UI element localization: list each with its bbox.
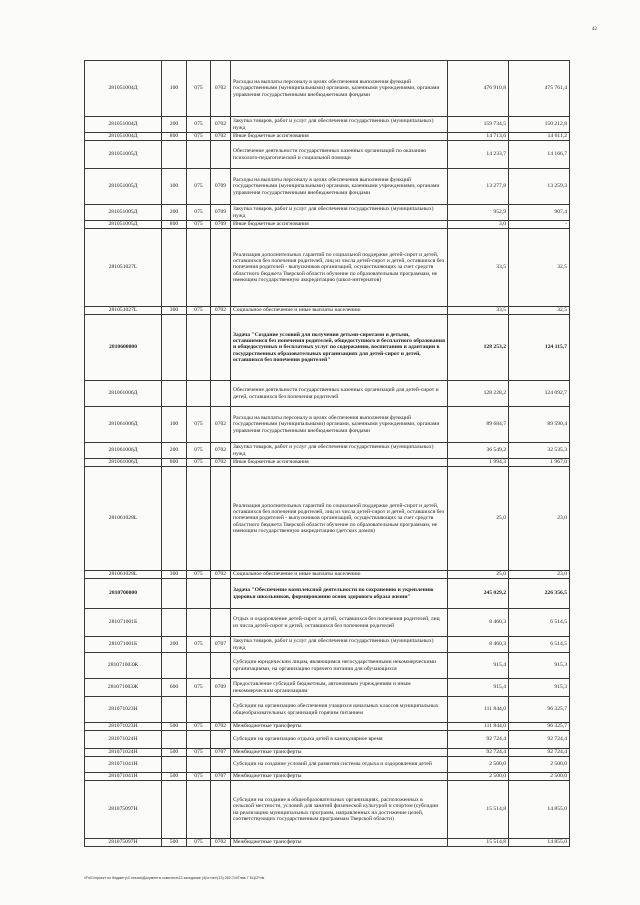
- row-planned: 15 514,8: [448, 839, 509, 847]
- row-expense-type: 200: [162, 205, 187, 221]
- row-expense-type: 500: [162, 839, 187, 847]
- row-code: 281061006Д: [85, 459, 162, 467]
- table-row: [85, 653, 570, 679]
- row-expense-type: 800: [162, 133, 187, 141]
- row-planned: 33,5: [448, 229, 509, 307]
- row-code: 281071023Н: [85, 697, 162, 723]
- table-row: [85, 579, 570, 609]
- row-executed: 915,3: [509, 679, 570, 697]
- table-row: [85, 773, 570, 781]
- row-executed: 14 166,7: [509, 141, 570, 169]
- row-section: [211, 731, 231, 749]
- row-section: [211, 757, 231, 773]
- row-expense-type: [162, 579, 187, 609]
- row-section: 0709: [211, 221, 231, 229]
- row-description: Иные бюджетные ассигнования: [231, 133, 448, 141]
- row-code: 281071023Н: [85, 723, 162, 731]
- row-executed: 6 514,5: [509, 609, 570, 637]
- row-expense-type: 100: [162, 407, 187, 443]
- row-ministry: 075: [187, 307, 211, 315]
- row-section: 0702: [211, 571, 231, 579]
- row-executed: 14 611,2: [509, 133, 570, 141]
- row-executed: 915,3: [509, 653, 570, 679]
- table-row: [85, 571, 570, 579]
- row-planned: 13 277,8: [448, 169, 509, 205]
- row-section: [211, 653, 231, 679]
- row-planned: 92 724,4: [448, 749, 509, 757]
- row-ministry: 075: [187, 169, 211, 205]
- row-section: [211, 467, 231, 571]
- row-ministry: 075: [187, 637, 211, 653]
- row-description: Закупка товаров, работ и услуг для обеспечения государственных (муниципальных) нужд: [231, 205, 448, 221]
- row-expense-type: 200: [162, 117, 187, 133]
- table-row: [85, 467, 570, 571]
- row-executed: 32,5: [509, 229, 570, 307]
- row-ministry: 075: [187, 117, 211, 133]
- row-planned: 36 549,2: [448, 443, 509, 459]
- row-description: Межбюджетные трансферты: [231, 723, 448, 731]
- row-description: Межбюджетные трансферты: [231, 749, 448, 757]
- row-executed: 226 356,5: [509, 579, 570, 609]
- row-code: 281051005Д: [85, 141, 162, 169]
- row-executed: 2 500,0: [509, 757, 570, 773]
- row-description: Субсидии на создание условий для развития системы отдыха и оздоровления детей: [231, 757, 448, 773]
- row-executed: 14 855,0: [509, 839, 570, 847]
- row-code: 281071001Б: [85, 637, 162, 653]
- row-planned: 915,4: [448, 679, 509, 697]
- row-ministry: 075: [187, 205, 211, 221]
- row-code: 281051005Д: [85, 205, 162, 221]
- row-description: Межбюджетные трансферты: [231, 839, 448, 847]
- row-code: 281071003Ж: [85, 679, 162, 697]
- row-ministry: [187, 315, 211, 381]
- row-expense-type: 500: [162, 749, 187, 757]
- row-ministry: 075: [187, 773, 211, 781]
- row-code: 281071041Н: [85, 773, 162, 781]
- row-ministry: [187, 141, 211, 169]
- table-row: [85, 117, 570, 133]
- row-code: 2810600000: [85, 315, 162, 381]
- row-planned: 2 500,0: [448, 757, 509, 773]
- row-expense-type: [162, 731, 187, 749]
- row-expense-type: 800: [162, 221, 187, 229]
- row-section: 0709: [211, 169, 231, 205]
- row-ministry: 075: [187, 571, 211, 579]
- row-expense-type: 800: [162, 459, 187, 467]
- row-code: 281051027L: [85, 307, 162, 315]
- file-path-footer: \\Fs01\проект по бюджету\З сеззия\Документы комитета\13 заседание (4)\отчет\(13) 282-7\4\Глав 7 ЕЦСР.xls: [84, 876, 265, 880]
- table-row: [85, 443, 570, 459]
- row-section: [211, 579, 231, 609]
- row-section: 0702: [211, 459, 231, 467]
- table-row: [85, 459, 570, 467]
- row-planned: 15 514,8: [448, 781, 509, 839]
- row-planned: 25,0: [448, 467, 509, 571]
- row-description: Закупка товаров, работ и услуг для обеспечения государственных (муниципальных) нужд: [231, 443, 448, 459]
- row-executed: 14 855,0: [509, 781, 570, 839]
- row-description: Субсидии на организацию отдыха детей в каникулярное время: [231, 731, 448, 749]
- table-row: [85, 307, 570, 315]
- table-row: [85, 169, 570, 205]
- row-executed: 2 500,0: [509, 773, 570, 781]
- table-row: [85, 381, 570, 407]
- row-planned: 25,0: [448, 571, 509, 579]
- row-planned: 3,0: [448, 221, 509, 229]
- row-executed: 32,5: [509, 307, 570, 315]
- row-expense-type: [162, 697, 187, 723]
- row-executed: 1 967,0: [509, 459, 570, 467]
- row-planned: 245 029,2: [448, 579, 509, 609]
- row-section: 0702: [211, 307, 231, 315]
- row-description: Обеспечение деятельности государственных казенных организаций по оказанию психолого-педагогической и социальной помощи: [231, 141, 448, 169]
- row-ministry: [187, 229, 211, 307]
- row-description: Иные бюджетные ассигнования: [231, 221, 448, 229]
- row-planned: 8 460,3: [448, 637, 509, 653]
- row-description: Субсидии юридическим лицам, являющимся негосударственными некоммерческими организациями, на организацию горячего питания для обучающихся: [231, 653, 448, 679]
- page-number: 42: [592, 27, 597, 32]
- row-ministry: 075: [187, 407, 211, 443]
- row-section: 0707: [211, 749, 231, 757]
- row-expense-type: 100: [162, 61, 187, 117]
- row-expense-type: [162, 781, 187, 839]
- row-expense-type: 200: [162, 637, 187, 653]
- row-code: 281061028L: [85, 571, 162, 579]
- row-planned: 128 228,2: [448, 381, 509, 407]
- table-row: [85, 781, 570, 839]
- row-section: [211, 781, 231, 839]
- row-code: 281051005Д: [85, 169, 162, 205]
- row-executed: 475 761,4: [509, 61, 570, 117]
- row-code: 281075097Н: [85, 781, 162, 839]
- row-code: 281051027L: [85, 229, 162, 307]
- budget-table: [84, 60, 570, 847]
- row-ministry: [187, 757, 211, 773]
- row-code: 281061006Д: [85, 407, 162, 443]
- row-description: Отдых и оздоровление детей-сирот и детей, оставшихся без попечения родителей, лиц из числа детей-сирот и детей, оставшихся без попечения родителей: [231, 609, 448, 637]
- row-executed: 23,0: [509, 467, 570, 571]
- table-row: [85, 133, 570, 141]
- row-description: Задача "Создание условий для получения детьми-сиротами и детьми, оставшимися без попечения родителей, общедоступного и бесплатного образования и общедоступных и бесплатных услуг по содержанию, воспитанию и адаптации в государственных образовательных организациях для детей-сирот и детей, оставшихся без попечения родителей": [231, 315, 448, 381]
- row-description: Расходы на выплаты персоналу в целях обеспечения выполнения функций государственными (муниципальными) органами, казенными учреждениями, органами управления государственными внебюджетными фондами: [231, 169, 448, 205]
- table-row: [85, 839, 570, 847]
- row-section: [211, 141, 231, 169]
- row-ministry: 075: [187, 749, 211, 757]
- table-row: [85, 315, 570, 381]
- row-code: 281051004Д: [85, 61, 162, 117]
- row-section: 0702: [211, 61, 231, 117]
- table-row: [85, 205, 570, 221]
- row-ministry: 075: [187, 443, 211, 459]
- row-planned: 92 724,4: [448, 731, 509, 749]
- row-code: 281051004Д: [85, 117, 162, 133]
- budget-table-body: [85, 61, 570, 847]
- row-planned: 476 910,8: [448, 61, 509, 117]
- row-executed: -: [509, 221, 570, 229]
- row-expense-type: [162, 609, 187, 637]
- table-row: [85, 221, 570, 229]
- table-row: [85, 723, 570, 731]
- row-expense-type: 500: [162, 723, 187, 731]
- row-executed: 124 092,7: [509, 381, 570, 407]
- row-planned: 915,4: [448, 653, 509, 679]
- row-description: Социальное обеспечение и иные выплаты населению: [231, 571, 448, 579]
- row-description: Предоставление субсидий бюджетным, автономным учреждениям и иным некоммерческим организациям: [231, 679, 448, 697]
- row-expense-type: [162, 229, 187, 307]
- row-section: [211, 315, 231, 381]
- row-description: Социальное обеспечение и иные выплаты населению: [231, 307, 448, 315]
- row-planned: 159 734,5: [448, 117, 509, 133]
- row-executed: 96 325,7: [509, 697, 570, 723]
- row-code: 281051005Д: [85, 221, 162, 229]
- row-section: [211, 697, 231, 723]
- row-code: 281071001Б: [85, 609, 162, 637]
- row-ministry: [187, 467, 211, 571]
- row-ministry: 075: [187, 679, 211, 697]
- row-expense-type: 100: [162, 169, 187, 205]
- row-planned: 111 844,0: [448, 697, 509, 723]
- row-code: 281071003Ж: [85, 653, 162, 679]
- row-expense-type: 300: [162, 571, 187, 579]
- row-expense-type: [162, 653, 187, 679]
- row-ministry: [187, 653, 211, 679]
- row-ministry: [187, 731, 211, 749]
- row-planned: 1 994,3: [448, 459, 509, 467]
- row-code: 281071041Н: [85, 757, 162, 773]
- row-section: 0702: [211, 443, 231, 459]
- table-row: [85, 731, 570, 749]
- row-code: 281071024Н: [85, 749, 162, 757]
- table-row: [85, 609, 570, 637]
- row-section: 0702: [211, 723, 231, 731]
- row-section: 0707: [211, 773, 231, 781]
- row-executed: 92 724,4: [509, 749, 570, 757]
- row-expense-type: 300: [162, 307, 187, 315]
- row-executed: 23,0: [509, 571, 570, 579]
- row-section: [211, 381, 231, 407]
- row-ministry: [187, 609, 211, 637]
- row-section: 0707: [211, 637, 231, 653]
- row-code: 281061006Д: [85, 381, 162, 407]
- row-ministry: [187, 381, 211, 407]
- table-row: [85, 61, 570, 117]
- row-executed: 96 325,7: [509, 723, 570, 731]
- row-description: Иные бюджетные ассигнования: [231, 459, 448, 467]
- row-executed: 92 724,4: [509, 731, 570, 749]
- row-expense-type: [162, 381, 187, 407]
- row-planned: 14 713,6: [448, 133, 509, 141]
- row-section: 0709: [211, 205, 231, 221]
- row-expense-type: [162, 757, 187, 773]
- row-expense-type: 500: [162, 773, 187, 781]
- row-expense-type: [162, 467, 187, 571]
- row-planned: 89 684,7: [448, 407, 509, 443]
- row-expense-type: 200: [162, 443, 187, 459]
- row-expense-type: [162, 315, 187, 381]
- row-code: 281061006Д: [85, 443, 162, 459]
- row-code: 281051004Д: [85, 133, 162, 141]
- table-row: [85, 229, 570, 307]
- row-code: 281075097Н: [85, 839, 162, 847]
- row-executed: 89 590,4: [509, 407, 570, 443]
- row-description: Субсидии на создание в общеобразовательных организациях, расположенных в сельской местности, условий для занятий физической культурой и спортом (субсидии на реализацию муниципальных программ, направленных на достижение целей, соответствующих государственным программам Тверской области): [231, 781, 448, 839]
- row-ministry: 075: [187, 459, 211, 467]
- row-description: Субсидии на организацию обеспечения учащихся начальных классов муниципальных общеобразовательных организаций горячим питанием: [231, 697, 448, 723]
- table-row: [85, 679, 570, 697]
- row-executed: 150 212,8: [509, 117, 570, 133]
- row-ministry: 075: [187, 839, 211, 847]
- row-ministry: 075: [187, 61, 211, 117]
- row-executed: 124 115,7: [509, 315, 570, 381]
- row-description: Межбюджетные трансферты: [231, 773, 448, 781]
- row-ministry: [187, 579, 211, 609]
- row-executed: 13 259,3: [509, 169, 570, 205]
- row-executed: 907,4: [509, 205, 570, 221]
- row-executed: 6 514,5: [509, 637, 570, 653]
- row-section: 0702: [211, 117, 231, 133]
- table-row: [85, 141, 570, 169]
- row-section: [211, 609, 231, 637]
- row-ministry: 075: [187, 723, 211, 731]
- row-description: Расходы на выплаты персоналу в целях обеспечения выполнения функций государственными (муниципальными) органами, казенными учреждениями, органами управления государственными внебюджетными фондами: [231, 407, 448, 443]
- row-code: 281061028L: [85, 467, 162, 571]
- row-description: Обеспечение деятельности государственных казенных организаций для детей-сирот и детей, оставшихся без попечения родителей: [231, 381, 448, 407]
- row-planned: 8 460,3: [448, 609, 509, 637]
- table-row: [85, 749, 570, 757]
- row-planned: 33,5: [448, 307, 509, 315]
- table-row: [85, 407, 570, 443]
- row-planned: 128 253,2: [448, 315, 509, 381]
- row-expense-type: 600: [162, 679, 187, 697]
- row-planned: 111 844,0: [448, 723, 509, 731]
- row-ministry: 075: [187, 133, 211, 141]
- row-section: 0702: [211, 133, 231, 141]
- row-section: [211, 229, 231, 307]
- row-section: 0709: [211, 679, 231, 697]
- row-executed: 32 535,3: [509, 443, 570, 459]
- table-row: [85, 637, 570, 653]
- row-description: Закупка товаров, работ и услуг для обеспечения государственных (муниципальных) нужд: [231, 117, 448, 133]
- table-row: [85, 757, 570, 773]
- row-ministry: [187, 697, 211, 723]
- row-planned: 2 500,0: [448, 773, 509, 781]
- row-description: Расходы на выплаты персоналу в целях обеспечения выполнения функций государственными (муниципальными) органами, казенными учреждениями, органами управления государственными внебюджетными фондами: [231, 61, 448, 117]
- row-description: Закупка товаров, работ и услуг для обеспечения государственных (муниципальных) нужд: [231, 637, 448, 653]
- row-description: Реализация дополнительных гарантий по социальной поддержке детей-сирот и детей, оставшихся без попечения родителей, лиц из числа детей-сирот и детей, оставшихся без попечения родителей - выпускников организаций, осуществляющих за счет средств областного бюджета Тверской области обучение по образовательным программам, не имеющим государственную аккредитацию (школ-интернатов): [231, 229, 448, 307]
- row-planned: 14 233,7: [448, 141, 509, 169]
- row-code: 281071024Н: [85, 731, 162, 749]
- row-planned: 952,9: [448, 205, 509, 221]
- row-expense-type: [162, 141, 187, 169]
- row-description: Реализация дополнительных гарантий по социальной поддержке детей-сирот и детей, оставшихся без попечения родителей, лиц из числа детей-сирот и детей, оставшихся без попечения родителей - выпускников организаций, осуществляющих за счет средств областного бюджета Тверской области обучение по образовательным программам, не имеющим государственную аккредитацию (детских домов): [231, 467, 448, 571]
- row-ministry: [187, 781, 211, 839]
- row-code: 2810700000: [85, 579, 162, 609]
- row-ministry: 075: [187, 221, 211, 229]
- row-section: 0702: [211, 407, 231, 443]
- row-description: Задача "Обеспечение комплексной деятельности по сохранению и укреплению здоровья школьников, формированию основ здорового образа жизни": [231, 579, 448, 609]
- table-row: [85, 697, 570, 723]
- row-section: 0702: [211, 839, 231, 847]
